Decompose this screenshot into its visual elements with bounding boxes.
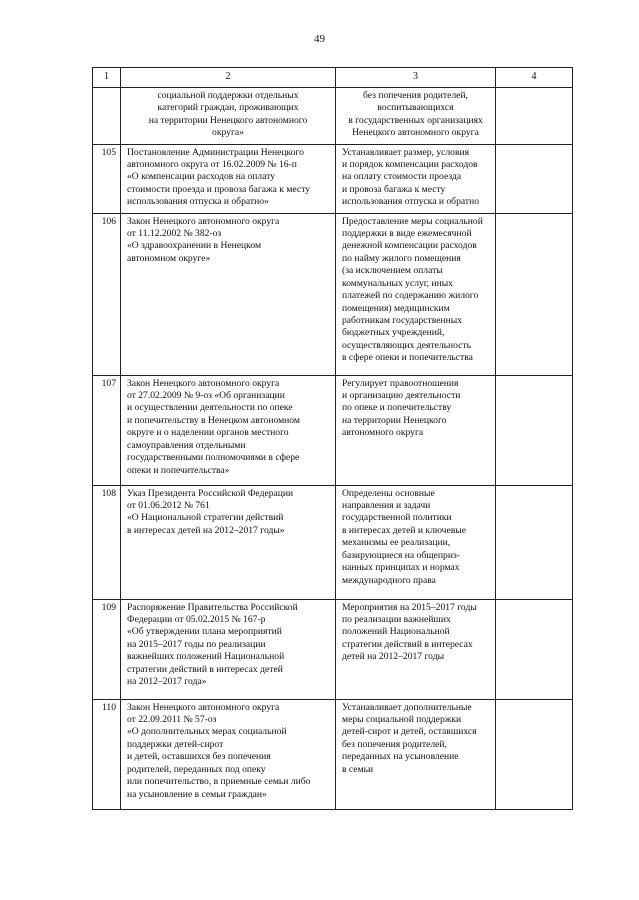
row-number: 109: [93, 599, 121, 699]
description-cell: [336, 485, 496, 599]
description-cell: [336, 599, 496, 699]
column-header-1: 1: [93, 68, 121, 88]
column-header-3: 3: [336, 68, 496, 88]
document-text: Распоряжение Правительства Российской Федерации от 05.02.2015 № 167-р «Об утверждении плана мероприятий на 2015–2017 годы по реализации важнейших положений Национальной стратегии действий в интересах детей на 2012–2017 года»: [127, 601, 298, 688]
table-row: [93, 699, 573, 809]
document-text: Закон Ненецкого автономного округа от 11.12.2002 № 382-оз «О здравоохранении в Ненецком автономном округе»: [127, 215, 280, 264]
header-row: [93, 68, 573, 88]
description-cell: [336, 144, 496, 213]
note-cell: [496, 213, 573, 375]
note-cell: [496, 144, 573, 213]
table-row: [93, 144, 573, 213]
column-header-2: 2: [121, 68, 336, 88]
note-cell: [496, 485, 573, 599]
row-number: 106: [93, 213, 121, 375]
description-cell: [336, 699, 496, 809]
row-number: 107: [93, 375, 121, 485]
table-row: [93, 375, 573, 485]
document-cell: [121, 213, 336, 375]
document-text: Закон Ненецкого автономного округа от 22.09.2011 № 57-оз «О дополнительных мерах социальной поддержки детей-сирот и детей, оставшихся без попечения родителей, переданных под опеку или попечительство, в приемные семьи либо на усыновление в семьи граждан»: [127, 701, 311, 800]
document-cell: [121, 144, 336, 213]
row-number: 108: [93, 485, 121, 599]
note-cell: [496, 599, 573, 699]
table-row: [93, 485, 573, 599]
document-text: Закон Ненецкого автономного округа от 27.02.2009 № 9-оз «Об организации и осуществлении деятельности по опеке и попечительству в Ненецком автономном округе и о наделении органов местного самоуправления отдельными государственными полномочиями в сфере опеки и попечительства»: [127, 377, 300, 476]
description-text: Устанавливает размер, условия и порядок компенсации расходов на оплату стоимости проезда и провоза багажа к месту использования отпуска и обратно: [342, 146, 479, 208]
note-cell: [496, 699, 573, 809]
document-text: Указ Президента Российской Федерации от 01.06.2012 № 761 «О Национальной стратегии действий в интересах детей на 2012–2017 годы»: [127, 487, 294, 536]
document-cell: [121, 375, 336, 485]
continuation-row: [93, 88, 573, 145]
document-cell: [121, 485, 336, 599]
row-number: 105: [93, 144, 121, 213]
description-cell: [336, 213, 496, 375]
note-cell: [496, 375, 573, 485]
document-text: социальной поддержки отдельных категорий граждан, проживающих на территории Ненецкого автономного округа»: [148, 90, 308, 139]
table-row: [93, 599, 573, 699]
note-cell: [496, 88, 573, 145]
legal-acts-table: [92, 67, 573, 810]
row-number-cell: [93, 88, 121, 145]
description-text: Устанавливает дополнительные меры социальной поддержки детей-сирот и детей, оставшихся без попечения родителей, переданных на усыновление в семьи: [342, 701, 477, 775]
document-cell: [121, 699, 336, 809]
description-text: Предоставление меры социальной поддержки в виде ежемесячной денежной компенсации расходов по найму жилого помещения (за исключением оплаты коммунальных услуг, иных платежей по содержанию жилого помещения) медицинским работникам государственных бюджетных учреждений, осуществляющих деятельность в сфере опеки и попечительства: [342, 215, 483, 364]
document-cell: [121, 88, 336, 145]
description-cell: [336, 88, 496, 145]
table-row: [93, 213, 573, 375]
document-cell: [121, 599, 336, 699]
row-number: 110: [93, 699, 121, 809]
description-text: Мероприятия на 2015–2017 годы по реализации важнейших положений Национальной стратегии действий в интересах детей на 2012–2017 годы: [342, 601, 477, 663]
description-text: Регулирует правоотношения и организацию деятельности по опеке и попечительству на территории Ненецкого автономного округа: [342, 377, 461, 439]
page-number: 49: [314, 33, 325, 45]
column-header-4: 4: [496, 68, 573, 88]
description-cell: [336, 375, 496, 485]
description-text: Определены основные направления и задачи государственной политики в интересах детей и ключевые механизмы ее реализации, базирующиеся на общеприз- нанных принципах и нормах международного права: [342, 487, 466, 586]
document-text: Постановление Администрации Ненецкого автономного округа от 16.02.2009 № 16-п «О компенсации расходов на оплату стоимости проезда и провоза багажа к месту использования отпуска и обратно»: [127, 146, 311, 208]
description-text: без попечения родителей, воспитывающихся в государственных организациях Ненецкого автономного округа: [348, 90, 483, 139]
